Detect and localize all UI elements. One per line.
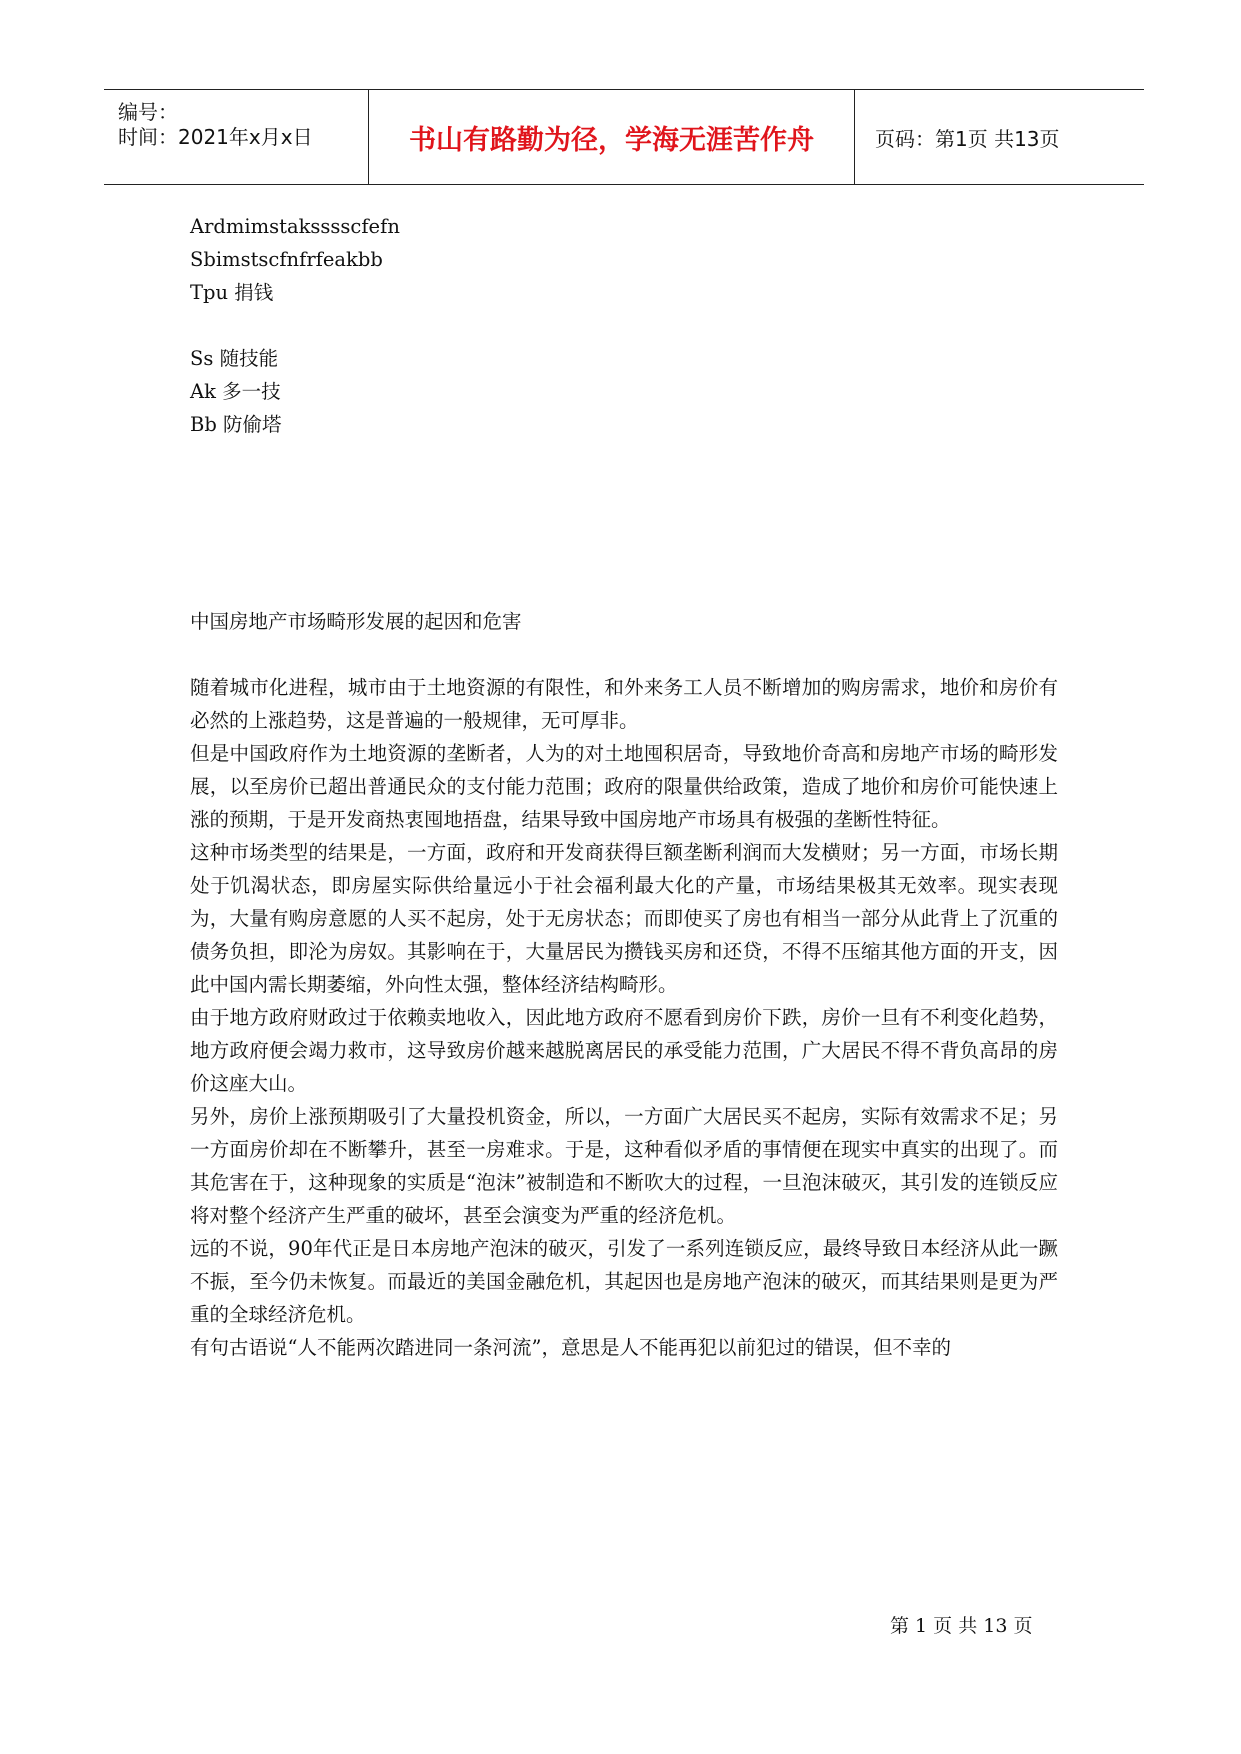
document-body: [190, 210, 1058, 1364]
document-header: [104, 89, 1144, 185]
article-title: 中国房地产市场畸形发展的起因和危害: [190, 610, 522, 633]
code-line: Tpu 捐钱: [190, 281, 274, 304]
article-paragraph: 远的不说，90年代正是日本房地产泡沫的破灭，引发了一系列连锁反应，最终导致日本经济从此一蹶不振，至今仍未恢复。而最近的美国金融危机，其起因也是房地产泡沫的破灭，而其结果则是更为严重的全球经济危机。: [190, 1237, 1058, 1326]
header-motto: 书山有路勤为径，学海无涯苦作舟: [369, 90, 855, 184]
code-line: Sbimstscfnfrfeakbb: [190, 248, 383, 271]
article-paragraph: 有句古语说“人不能两次踏进同一条河流”，意思是人不能再犯以前犯过的错误，但不幸的: [190, 1336, 951, 1359]
page-footer: 第 1 页 共 13 页: [890, 1615, 1033, 1637]
article-paragraph: 但是中国政府作为土地资源的垄断者，人为的对土地囤积居奇，导致地价奇高和房地产市场的畸形发展，以至房价已超出普通民众的支付能力范围；政府的限量供给政策，造成了地价和房价可能快速上涨的预期，于是开发商热衷囤地捂盘，结果导致中国房地产市场具有极强的垄断性特征。: [190, 742, 1058, 831]
article-paragraph: 这种市场类型的结果是，一方面，政府和开发商获得巨额垄断利润而大发横财；另一方面，市场长期处于饥渴状态，即房屋实际供给量远小于社会福利最大化的产量，市场结果极其无效率。现实表现为，大量有购房意愿的人买不起房，处于无房状态；而即使买了房也有相当一部分从此背上了沉重的债务负担，即沦为房奴。其影响在于，大量居民为攒钱买房和还贷，不得不压缩其他方面的开支，因此中国内需长期萎缩，外向性太强，整体经济结构畸形。: [190, 841, 1058, 996]
article-paragraph: 另外，房价上涨预期吸引了大量投机资金，所以，一方面广大居民买不起房，实际有效需求不足；另一方面房价却在不断攀升，甚至一房难求。于是，这种看似矛盾的事情便在现实中真实的出现了。而其危害在于，这种现象的实质是“泡沫”被制造和不断吹大的过程，一旦泡沫破灭，其引发的连锁反应将对整个经济产生严重的破坏，甚至会演变为严重的经济危机。: [190, 1105, 1058, 1227]
time-label: 时间：2021年x月x日: [118, 125, 313, 149]
skill-line: Ak 多一技: [190, 380, 281, 403]
skill-line: Ss 随技能: [190, 347, 279, 370]
header-meta-cell: [104, 90, 369, 184]
header-page-info: 页码：第1页 共13页: [875, 126, 1060, 151]
skill-lines-block: [190, 342, 1058, 441]
skill-line: Bb 防偷塔: [190, 413, 282, 436]
code-line: Ardmimstaksssscfefn: [190, 215, 400, 238]
article-paragraph: 由于地方政府财政过于依赖卖地收入，因此地方政府不愿看到房价下跌，房价一旦有不利变化趋势，地方政府便会竭力救市，这导致房价越来越脱离居民的承受能力范围，广大居民不得不背负高昂的房价这座大山。: [190, 1006, 1058, 1095]
article-paragraph: 随着城市化进程，城市由于土地资源的有限性，和外来务工人员不断增加的购房需求，地价和房价有必然的上涨趋势，这是普遍的一般规律，无可厚非。: [190, 676, 1058, 732]
code-lines-block: [190, 210, 1058, 309]
number-label: 编号：: [118, 100, 178, 124]
